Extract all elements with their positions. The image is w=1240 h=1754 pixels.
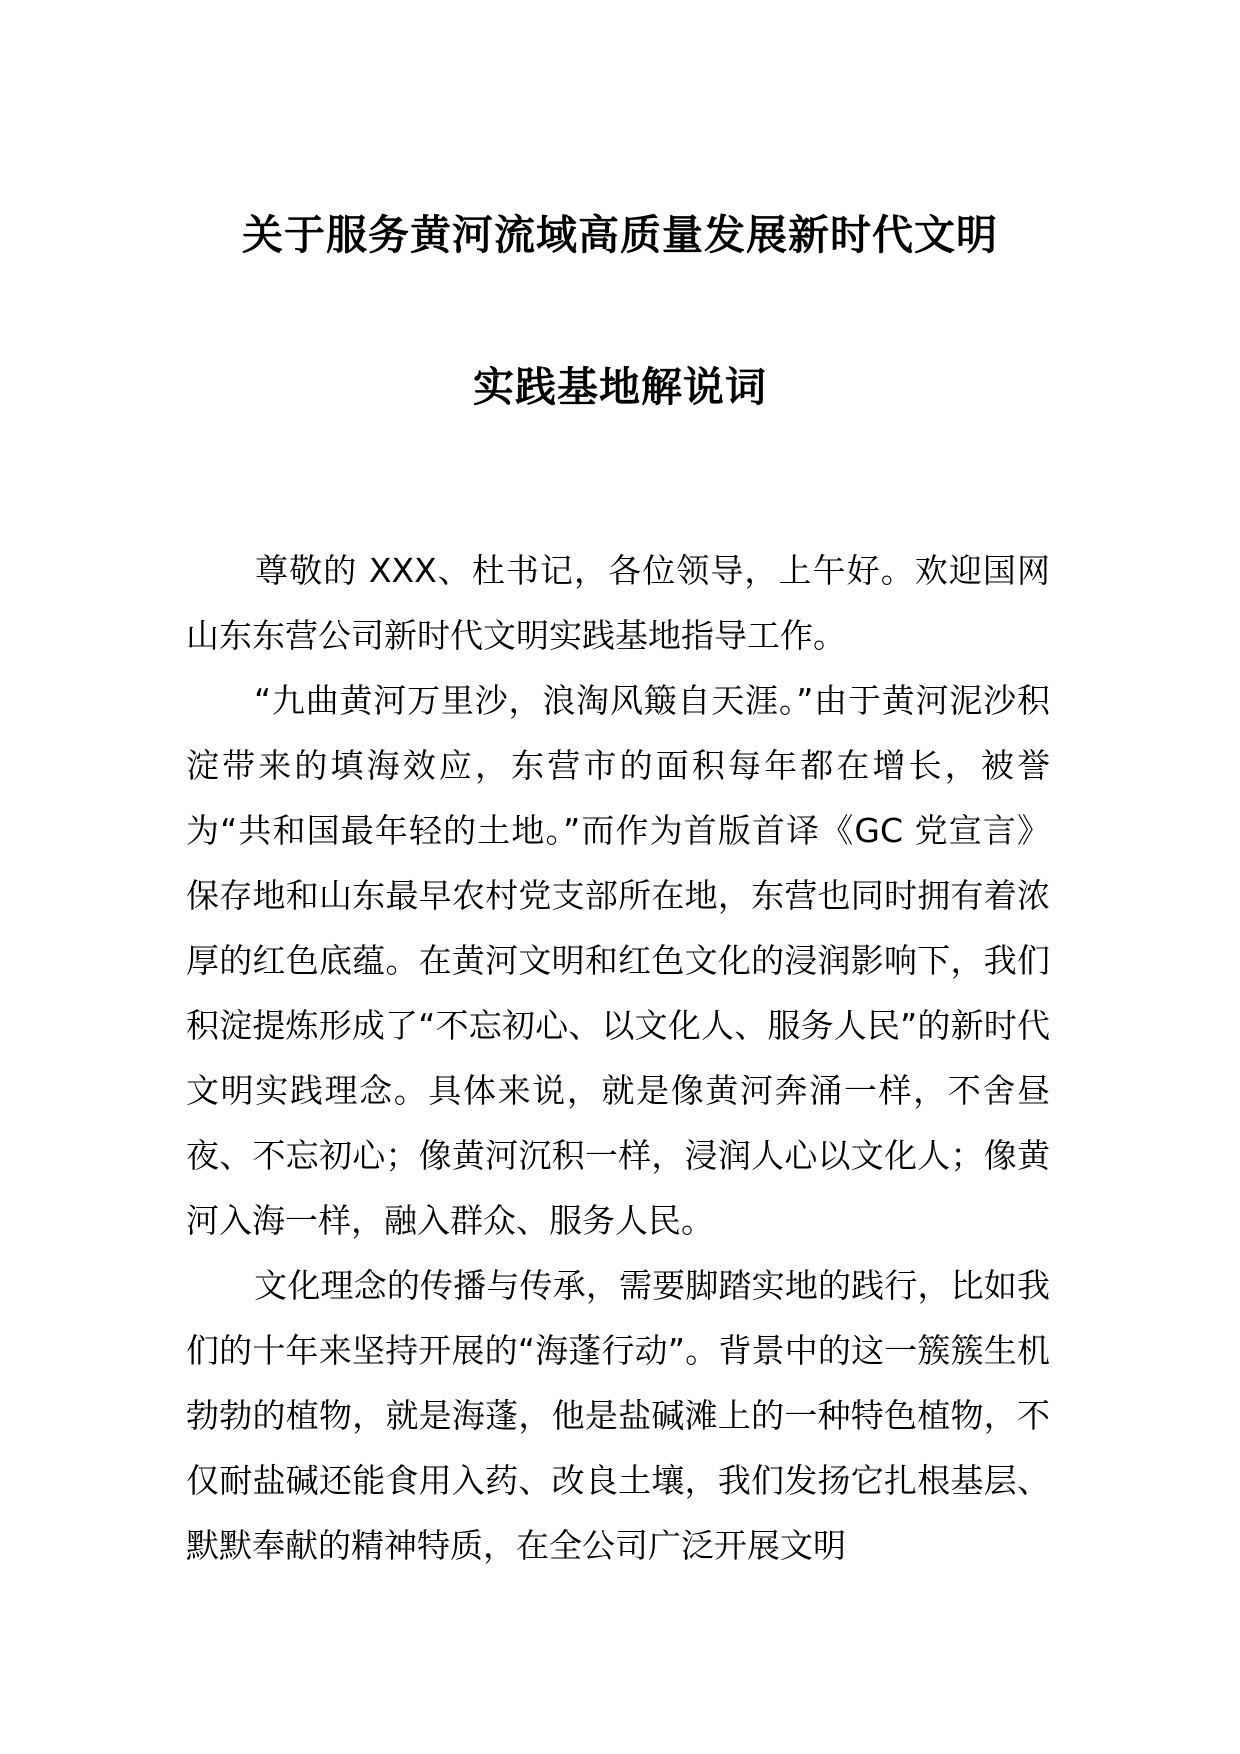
paragraph-text: 尊敬的 XXX、杜书记，各位领导，上午好。欢迎国网山东东营公司新时代文明实践基地指导工作。 [186,551,1050,655]
title-line-2: 实践基地解说词 [473,363,767,411]
paragraph [186,1253,1050,1578]
paragraph [186,538,1050,668]
document-body [186,538,1050,1578]
paragraph-text: “九曲黄河万里沙，浪淘风簸自天涯。”由于黄河泥沙积淀带来的填海效应，东营市的面积每年都在增长，被誉为“共和国最年轻的土地。”而作为首版首译《GC 党宣言》保存地和山东最早农村党支部所在地，东营也同时拥有着浓厚的红色底蕴。在黄河文明和红色文化的浸润影响下，我们积淀提炼形成了“不忘初心、以文化人、服务人民”的新时代文明实践理念。具体来说，就是像黄河奔涌一样，不舍昼夜、不忘初心；像黄河沉积一样，浸润人心以文化人；像黄河入海一样，融入群众、服务人民。 [186,681,1050,1240]
title-line-1: 关于服务黄河流域高质量发展新时代文明 [242,211,998,259]
paragraph [186,668,1050,1253]
paragraph-text: 文化理念的传播与传承，需要脚踏实地的践行，比如我们的十年来坚持开展的“海蓬行动”。背景中的这一簇簇生机勃勃的植物，就是海蓬，他是盐碱滩上的一种特色植物，不仅耐盐碱还能食用入药、改良土壤，我们发扬它扎根基层、默默奉献的精神特质，在全公司广泛开展文明 [186,1266,1050,1565]
